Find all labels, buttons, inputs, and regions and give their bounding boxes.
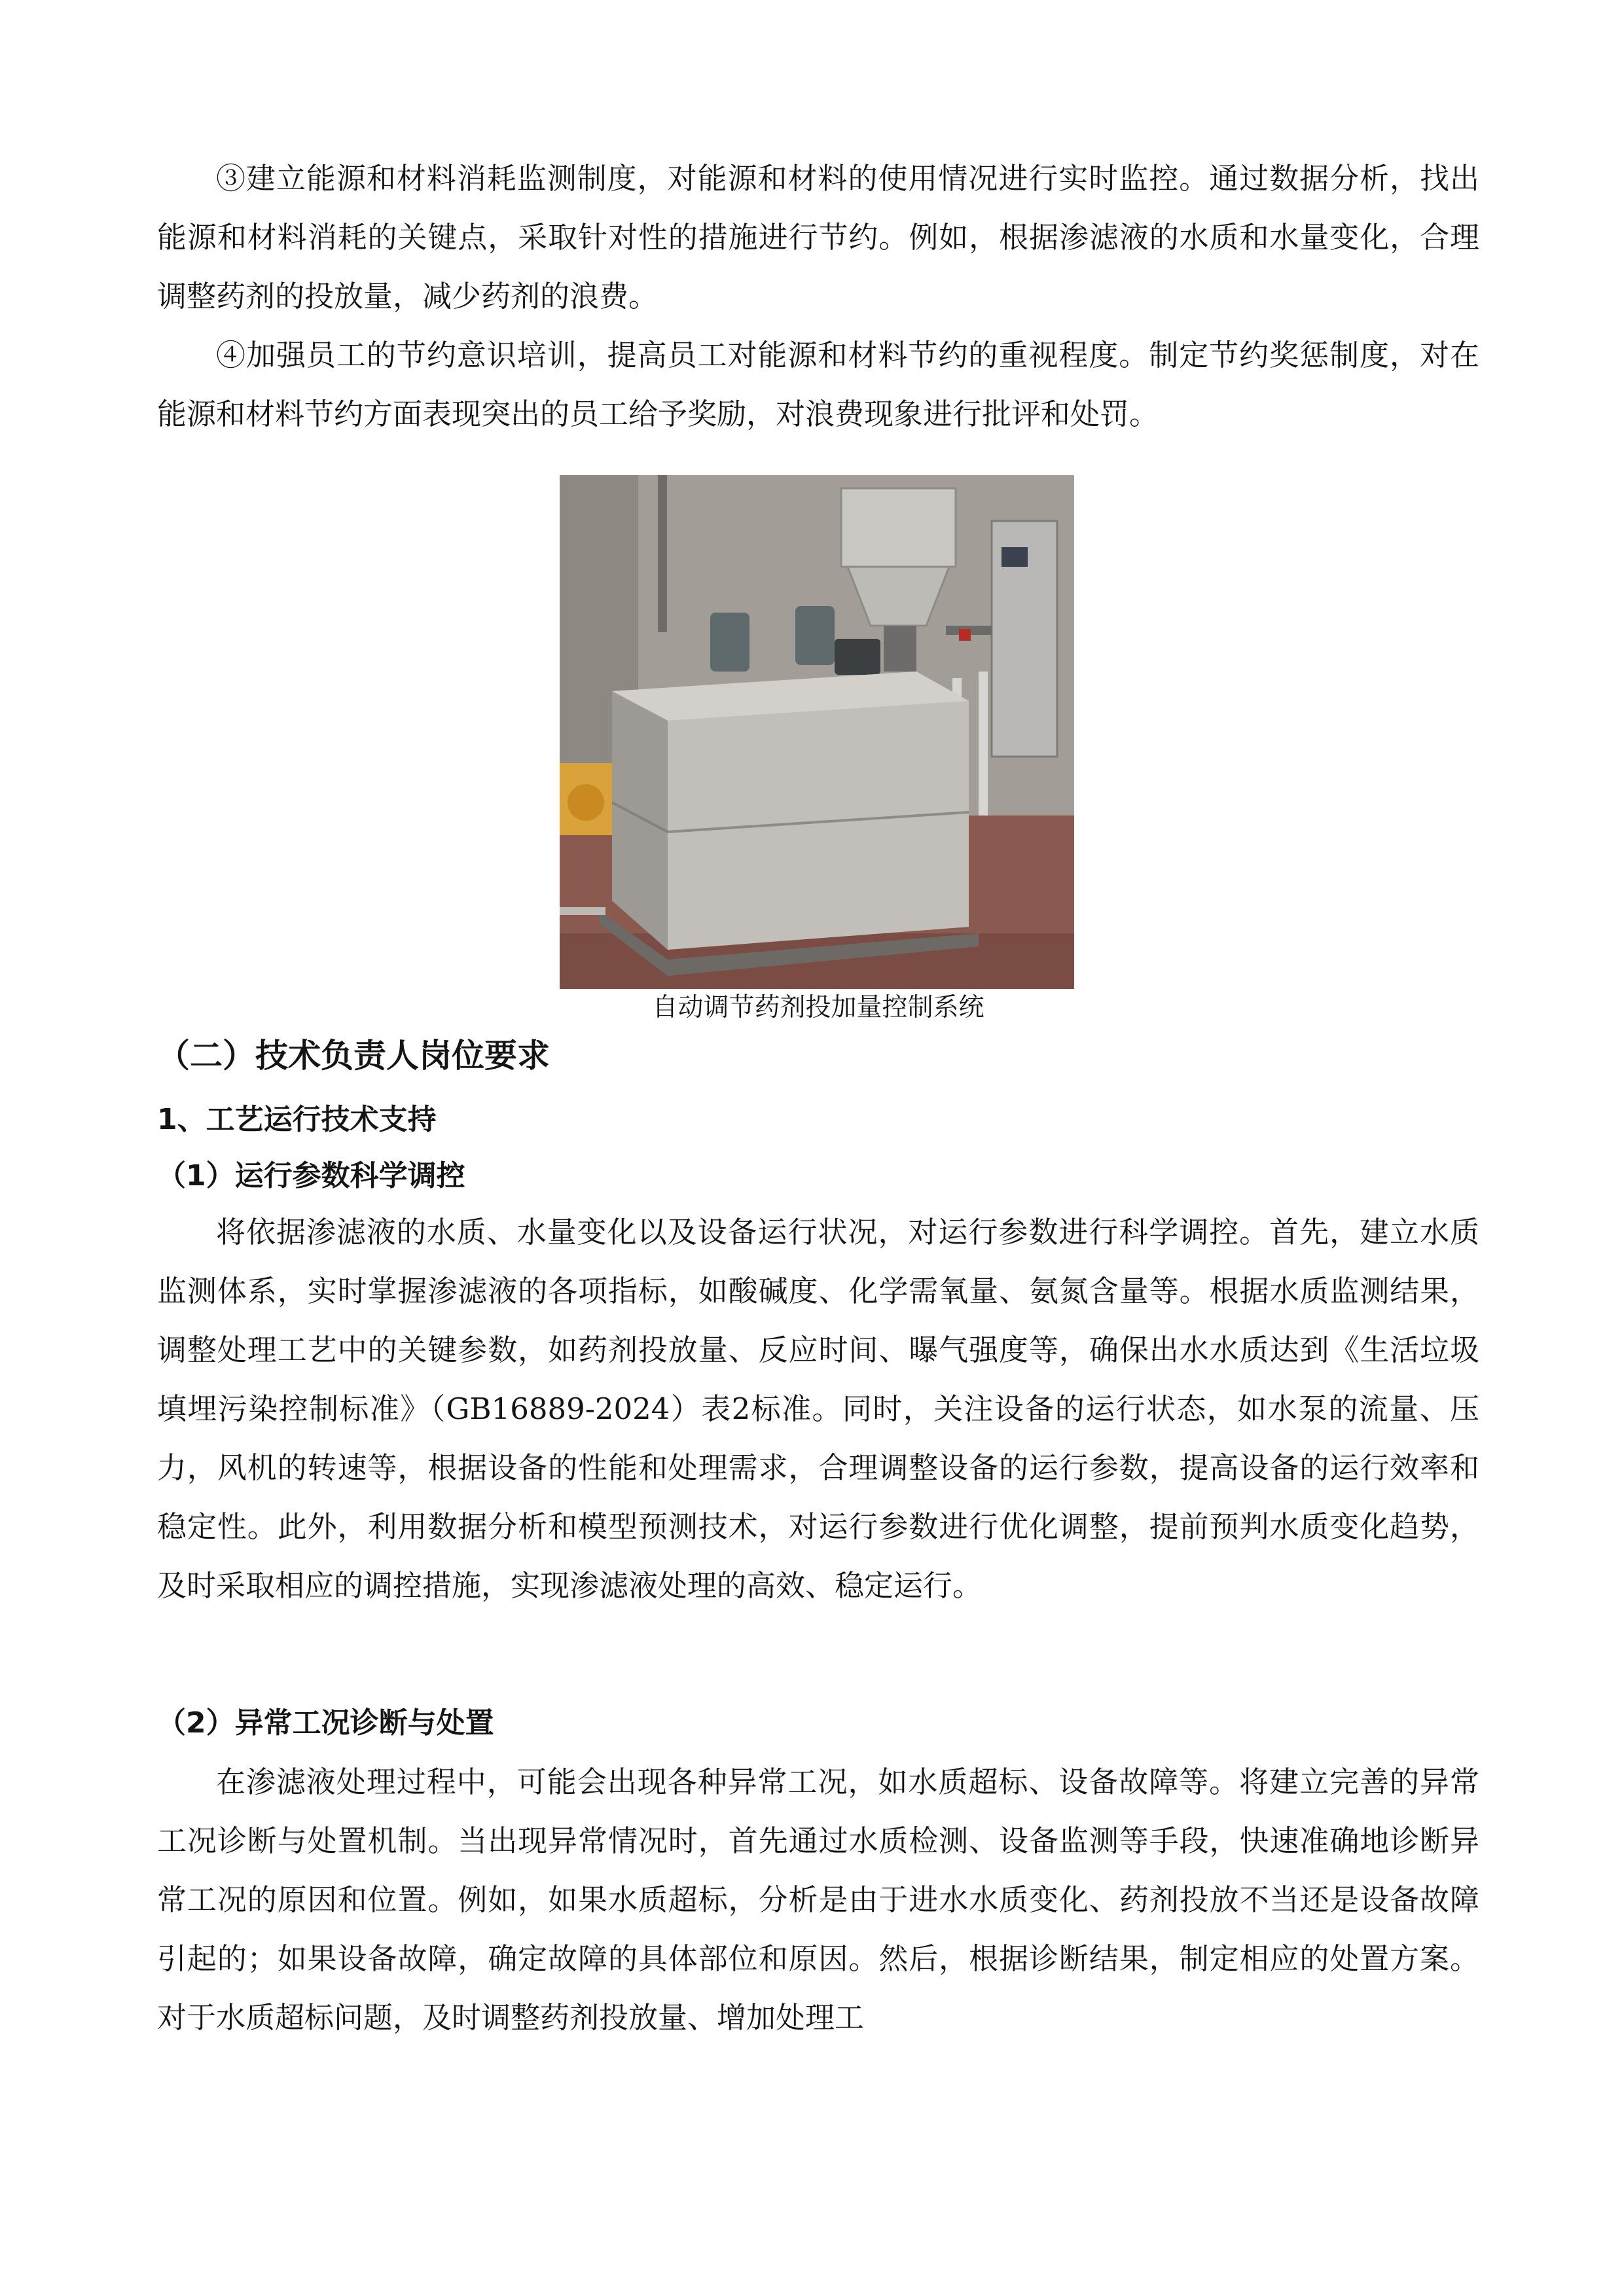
subheading-abnormal-diagnosis: （2）异常工况诊断与处置 <box>157 1706 494 1740</box>
subsection-heading-process-support: 1、工艺运行技术支持 <box>157 1103 437 1136</box>
paragraph-parameter-control: 将依据渗滤液的水质、水量变化以及设备运行状况，对运行参数进行科学调控。首先，建立水质监测体系，实时掌握渗滤液的各项指标，如酸碱度、化学需氧量、氨氮含量等。根据水质监测结果，调整处理工艺中的关键参数，如药剂投放量、反应时间、曝气强度等，确保出水水质达到《生活垃圾填埋污染控制标准》（GB16889-2024）表2标准。同时，关注设备的运行状态，如水泵的流量、压力，风机的转速等，根据设备的性能和处理需求，合理调整设备的运行参数，提高设备的运行效率和稳定性。此外，利用数据分析和模型预测技术，对运行参数进行优化调整，提前预判水质变化趋势，及时采取相应的调控措施，实现渗滤液处理的高效、稳定运行。 <box>157 1215 1479 1603</box>
figure-caption: 自动调节药剂投加量控制系统 <box>652 993 984 1022</box>
paragraph-energy-monitoring: ③建立能源和材料消耗监测制度，对能源和材料的使用情况进行实时监控。通过数据分析，找出能源和材料消耗的关键点，采取针对性的措施进行节约。例如，根据渗滤液的水质和水量变化，合理调整药剂的投放量，减少药剂的浪费。 <box>157 161 1479 314</box>
section-heading: （二）技术负责人岗位要求 <box>157 1037 550 1075</box>
subheading-parameter-control: （1）运行参数科学调控 <box>157 1159 465 1193</box>
paragraph-abnormal-diagnosis: 在渗滤液处理过程中，可能会出现各种异常工况，如水质超标、设备故障等。将建立完善的异常工况诊断与处置机制。当出现异常情况时，首先通过水质检测、设备监测等手段，快速准确地诊断异常工况的原因和位置。例如，如果水质超标，分析是由于进水水质变化、药剂投放不当还是设备故障引起的；如果设备故障，确定故障的具体部位和原因。然后，根据诊断结果，制定相应的处置方案。对于水质超标问题，及时调整药剂投放量、增加处理工 <box>157 1765 1479 2035</box>
paragraph-staff-training: ④加强员工的节约意识培训，提高员工对能源和材料节约的重视程度。制定节约奖惩制度，对在能源和材料节约方面表现突出的员工给予奖励，对浪费现象进行批评和处罚。 <box>157 338 1479 431</box>
dosing-system-photo <box>560 475 1074 989</box>
